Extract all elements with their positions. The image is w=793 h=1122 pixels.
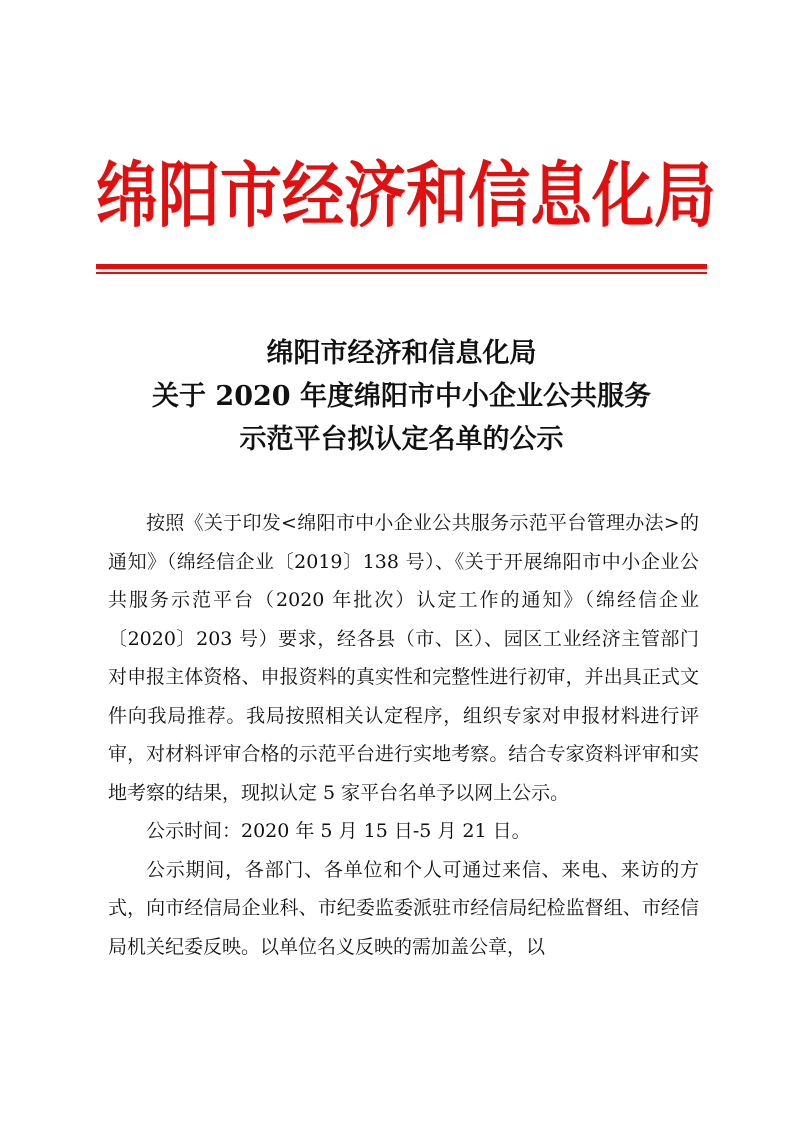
masthead-title: 绵阳市经济和信息化局 <box>96 153 717 238</box>
body-paragraph-3: 公示期间，各部门、各单位和个人可通过来信、来电、来访的方式，向市经信局企业科、市纪委监委派驻市经信局纪检监督组、市经信局机关纪委反映。以单位名义反映的需加盖公章，以 <box>108 858 699 958</box>
body-paragraph-1: 按照《关于印发<绵阳市中小企业公共服务示范平台管理办法>的通知》（绵经信企业〔2019〕138 号）、《关于开展绵阳市中小企业公共服务示范平台（2020 年批次）认定工作的通知》（绵经信企业〔2020〕203 号）要求，经各县（市、区）、园区工业经济主管部门对申报主体资格、申报资料的真实性和完整性进行初审，并出具正式文件向我局推荐。我局按照相关认定程序，组织专家对申报材料进行评审，对材料评审合格的示范平台进行实地考察。结合专家资料评审和实地考察的结果，现拟认定 5 家平台名单予以网上公示。 <box>108 512 699 804</box>
title-line-2: 关于 2020 年度绵阳市中小企业公共服务 <box>152 381 651 412</box>
notice-body <box>108 504 699 966</box>
title-line-1: 绵阳市经济和信息化局 <box>266 338 537 369</box>
title-line-3: 示范平台拟认定名单的公示 <box>239 424 564 455</box>
masthead-rule-thin <box>96 272 707 274</box>
masthead-rule-thick <box>96 264 707 269</box>
body-paragraph-2: 公示时间：2020 年 5 月 15 日-5 月 21 日。 <box>146 820 531 842</box>
notice-title <box>96 332 707 461</box>
